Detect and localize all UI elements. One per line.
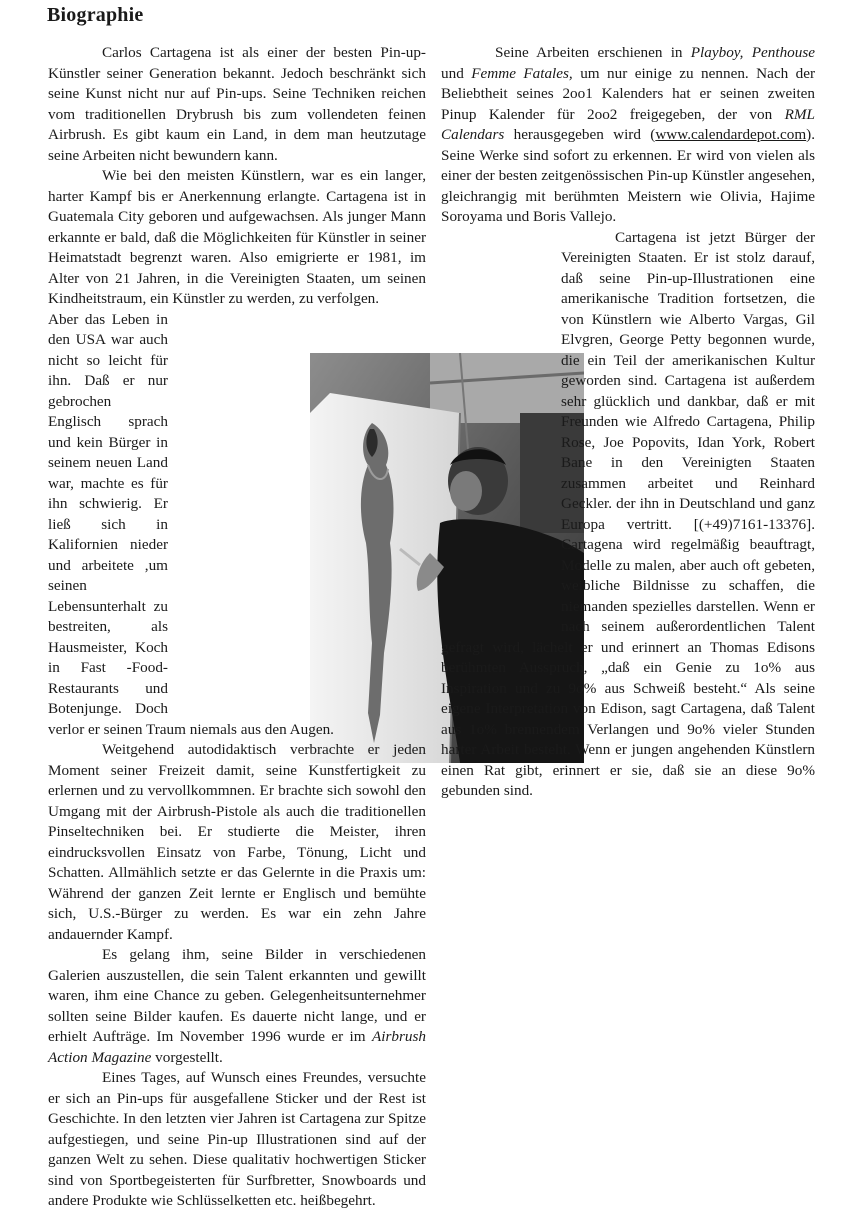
publisher-name: RML Calendars <box>441 105 815 143</box>
magazine-name: Femme Fatales, <box>471 64 573 82</box>
paragraph-text: ). Seine Werke sind sofort zu erkennen. Er wird von vielen als einer der besten zeitgenössischen Pin-up Künstler angesehen, gleichrangig mit berühmten Meistern wie Olivia, Hajime Soroyama und Boris Vallejo. <box>441 126 816 225</box>
paragraph: Carlos Cartagena ist als einer der besten Pin-up-Künstler seiner Generation bekannt. Jedoch beschränkt sich seine Kunst nicht nur auf Pin-ups. Seine Techniken reichen vom traditionellen Drybrush bis zum vollendeten feinen Airbrush. Es gibt kaum ein Land, in dem man heutzutage seine Arbeiten nicht bewundern kann. <box>48 44 426 164</box>
photo-wrap-spacer <box>309 232 551 636</box>
paragraph: Weitgehend autodidaktisch verbrachte er jeden Moment seiner Freizeit damit, seine Kunstfertigkeit zu erlernen und zu vervollkommnen. Er brachte sich sowohl den Umgang mit der Airbrush-Pistole als auch die traditionellen Pinseltechniken bei. Er studierte die Meister, ihren eindrucksvollen Einsatz von Farbe, Tönung, Licht und Schatten. Allmählich setzte er das Gelernte in die Praxis um: Während der ganzen Zeit lernte er Englisch und bemühte sich, U.S.-Bürger zu werden. Es war ein zehn Jahre andauernder Kampf. <box>48 741 426 943</box>
magazine-name: Airbrush Action Magazine <box>48 1028 426 1066</box>
paragraph: Wie bei den meisten Künstlern, war es ein langer, harter Kampf bis er Anerkennung erlangte. Cartagena ist in Guatemala City geboren und aufgewachsen. Als junger Mann erkannte er bald, daß die Möglichkeiten für Künstler in seiner Heimatstadt begrenzt waren. Also emigrierte er 1981, im Alter von 21 Jahren, in die Vereinigten Staaten, um seinen Kindheitstraum, ein Künstler zu werden, zu verfolgen. <box>48 167 426 307</box>
paragraph-text: vorgestellt. <box>155 1048 223 1066</box>
magazine-name: Playboy, <box>690 44 744 61</box>
paragraph-text: Es gelang ihm, seine Bilder in verschiedenen Galerien auszustellen, die sein Talent erkannten und gewillt waren, ihm eine Chance zu geben. Gelegenheitsunternehmer sollten seine Bilder kaufen. Es dauerte nicht lange, und er erhielt Aufträge. Im November 1996 wurde er im <box>48 946 426 1045</box>
paragraph <box>441 43 815 228</box>
right-column <box>441 43 815 802</box>
paragraph <box>441 228 815 802</box>
paragraph-text: um nur einige zu nennen. Nach der Beliebtheit seines 2oo1 Kalenders hat er seinen zweiten Pinup Kalender für 2oo2 freigegeben, der von <box>441 64 816 123</box>
paragraph <box>48 945 426 1068</box>
magazine-name: Penthouse <box>751 44 815 61</box>
paragraph-text: Aber das Leben in den USA war auch nicht so leicht für ihn. Daß er nur gebrochen Englisch sprach und kein Bürger in seinem neuen Land war, machte es für ihn schwierig. Er ließ sich in Kalifornien nieder und arbeitete ,um seinen Lebensunterhalt zu bestreiten, als Hausmeister, Koch in Fast -Food-Restaurants und Botenjunge. Doch verlor er seinen Traum niemals aus den Augen. <box>48 310 334 738</box>
website-link[interactable]: www.calendardepot.com <box>655 126 807 143</box>
paragraph-text: Seine Arbeiten erschienen in <box>495 44 683 61</box>
paragraph-text: Cartagena ist jetzt Bürger der Vereinigten Staaten. Er ist stolz darauf, daß seine Pin-up-Illustrationen eine amerikanische Tradition fortsetzen, die von Künstlern wie Alberto Vargas, Gil Elvgren, George Petty begonnen wurde, die ein Teil der amerikanischen Kultur geworden sind. Cartagena ist außerdem sehr glücklich und dankbar, daß er mit Freunden wie Alfredo Cartagena, Philip Rose, Joe Popovits, Idan York, Robert Bane in den Vereinigten Staaten zusammen arbeitet und Reinhard Geckler. der ihn in Deutschland und ganz Europa vertritt. [(+49)7161-13376]. Cartagena wird regelmäßig beauftragt, Modelle zu malen, aber auch oft gebeten, weibliche Bildnisse zu schaffen, die niemanden spezielles darstellen. Wenn er nach seinem außerordentlichen Talent gefragt wird, lächelt er und erinnert an Thomas Edisons berühmten Ausspruch, „daß ein Genie zu 1o% aus Inspiration und zu 9o% aus Schweiß besteht.“ Als seine eigene Interpretation von Edison, sagt Cartagena, daß Talent aus 1o% brennendem Verlangen und 9o% vieler Stunden harter Arbeit besteht. Wenn er jungen angehenden Künstlern einen Rat gibt, erinnert er sie, daß sie an diese 9o% gebunden sind. <box>441 228 815 799</box>
paragraph-text: und <box>441 64 464 82</box>
page-title: Biographie <box>47 4 144 26</box>
paragraph-text: herausgegeben wird ( <box>513 126 656 143</box>
paragraph: Eines Tages, auf Wunsch eines Freundes, versuchte er sich an Pin-ups für ausgefallene Sticker und der Rest ist Geschichte. In den letzten vier Jahren ist Cartagena zur Spitze aufgestiegen, und seine Pin-up Illustrationen sind auf der ganzen Welt zu sehen. Diese qualitativ hochwertigen Sticker sind von Sportbegeisterten für Surfbretter, Snowboards und andere Produkte wie Schlüsselketten etc. heißbegehrt. <box>48 1069 426 1209</box>
